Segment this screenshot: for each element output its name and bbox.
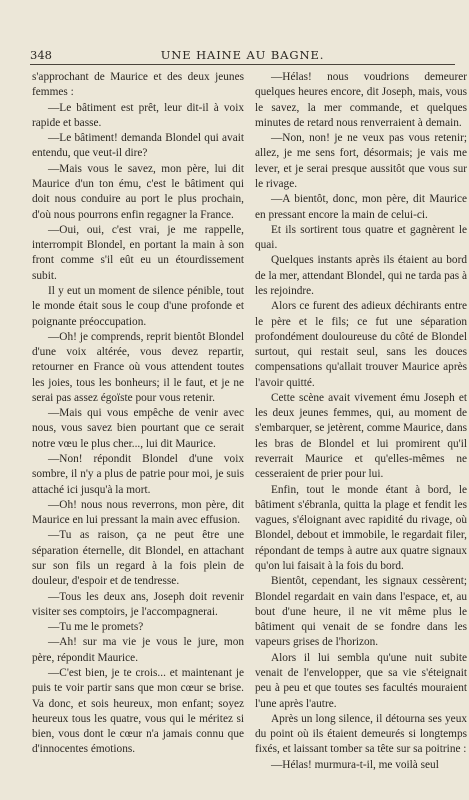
paragraph: Cette scène avait vivement ému Joseph et les deux jeunes femmes, qui, au moment de s'embarquer, se jetèrent, comme Maurice, dans les bras de Blondel et lui promirent qu'il reverrait Maurice et qu'elles-mêmes ne cesseraient de prier pour lui.: [255, 391, 467, 481]
paragraph: Quelques instants après ils étaient au bord de la mer, attendant Blondel, qui ne tarda pas à les rejoindre.: [255, 254, 467, 297]
paragraph: —Oui, oui, c'est vrai, je me rappelle, interrompit Blondel, en portant la main à son front comme s'il eût eu un étourdissement subit.: [32, 223, 244, 282]
paragraph: —Hélas! nous voudrions demeurer quelques heures encore, dit Joseph, mais, vous le savez, la mer commande, et quelques minutes de retard nous renverraient à demain.: [255, 71, 467, 129]
text-column-right: [255, 70, 467, 773]
paragraph: Et ils sortirent tous quatre et gagnèrent le quai.: [255, 223, 467, 252]
paragraph: Alors ce furent des adieux déchirants entre le père et le fils; ce fut une séparation profondément douloureuse du côté de Blondel surtout, qui restait seul, sans les douces compensations qu'allait trouver Maurice après l'avoir quitté.: [255, 300, 467, 389]
paragraph: —Hélas! murmura-t-il, me voilà seul: [271, 758, 439, 771]
paragraph: Enfin, tout le monde étant à bord, le bâtiment s'ébranla, quitta la plage et fendit les vagues, s'éloignant avec rapidité du rivage, où Blondel, debout et immobile, le regardait filer, répondant de temps à autre aux quatre signaux qu'on lui faisait à la fois du bord.: [255, 483, 467, 572]
paragraph: Alors il lui sembla qu'une nuit subite venait de l'envelopper, que sa vie s'éteignait peu à peu et que toutes ses facultés mouraient l'une après l'autre.: [255, 651, 467, 710]
paragraph: —Tu as raison, ça ne peut être une séparation éternelle, dit Blondel, en attachant sur son fils un regard à la fois plein de douleur, d'espoir et de tendresse.: [32, 529, 244, 588]
paragraph: —A bientôt, donc, mon père, dit Maurice en pressant encore la main de celui-ci.: [255, 193, 467, 221]
page-header: [30, 48, 455, 65]
paragraph: —Non! répondit Blondel d'une voix sombre, il n'y a plus de patrie pour moi, je suis attaché ici jusqu'à la mort.: [32, 453, 244, 496]
running-title: UNE HAINE AU BAGNE.: [160, 48, 325, 62]
page-number: 348: [30, 48, 52, 62]
paragraph: —Tu me le promets?: [48, 621, 144, 634]
paragraph: —Mais vous le savez, mon père, lui dit Maurice d'un ton ému, c'est le bâtiment qui doit nous conduire au port le plus prochain, d'où nous pourrons enfin regagner la France.: [32, 162, 244, 221]
paragraph: Après un long silence, il détourna ses yeux du point où ils étaient demeurés si longtemps fixés, et laissant tomber sa tête sur sa poitrine :: [255, 712, 467, 756]
paragraph: Il y eut un moment de silence pénible, tout le monde était sous le coup d'une profonde et poignante préoccupation.: [32, 284, 244, 328]
paragraph: —Ah! sur ma vie je vous le jure, mon père, répondit Maurice.: [32, 636, 244, 664]
paragraph: —Non, non! je ne veux pas vous retenir; allez, je me sens fort, désormais; je vais me lever, et je serai presque aussitôt que vous sur le rivage.: [255, 132, 467, 190]
paragraph: s'approchant de Maurice et des deux jeunes femmes :: [32, 71, 244, 99]
paragraph: —Oh! je comprends, reprit bientôt Blondel d'une voix altérée, vous devez repartir, retourner en France où vous attendent toutes les joies, tous les bonheurs; il le faut, et je ne serai pas assez égoïste pour vous retenir.: [32, 330, 244, 404]
text-column-left: [32, 70, 244, 758]
paragraph: —C'est bien, je te crois... et maintenant je puis te voir partir sans que mon cœur se brise. Va donc, et sois heureux, mon enfant; soyez heureux tous les quatre, vous qui le méritez si bien, vous dont le cœur n'a jamais connu que d'innocentes émotions.: [32, 666, 244, 756]
paragraph: —Mais qui vous empêche de venir avec nous, vous savez bien pourtant que ce serait notre vœu le plus cher..., lui dit Maurice.: [32, 407, 244, 450]
paragraph: —Le bâtiment! demanda Blondel qui avait entendu, que veut-il dire?: [32, 132, 244, 160]
paragraph: —Oh! nous nous reverrons, mon père, dit Maurice en lui pressant la main avec effusion.: [32, 498, 244, 527]
paragraph: Bientôt, cependant, les signaux cessèrent; Blondel regardait en vain dans l'espace, et, au bout d'une heure, il ne vit même plus le bâtiment qui venait de se fondre dans les vapeurs grises de l'horizon.: [255, 575, 467, 649]
paragraph: —Le bâtiment est prêt, leur dit-il à voix rapide et basse.: [32, 101, 244, 129]
paragraph: —Tous les deux ans, Joseph doit revenir visiter ses comptoirs, je l'accompagnerai.: [32, 590, 244, 618]
